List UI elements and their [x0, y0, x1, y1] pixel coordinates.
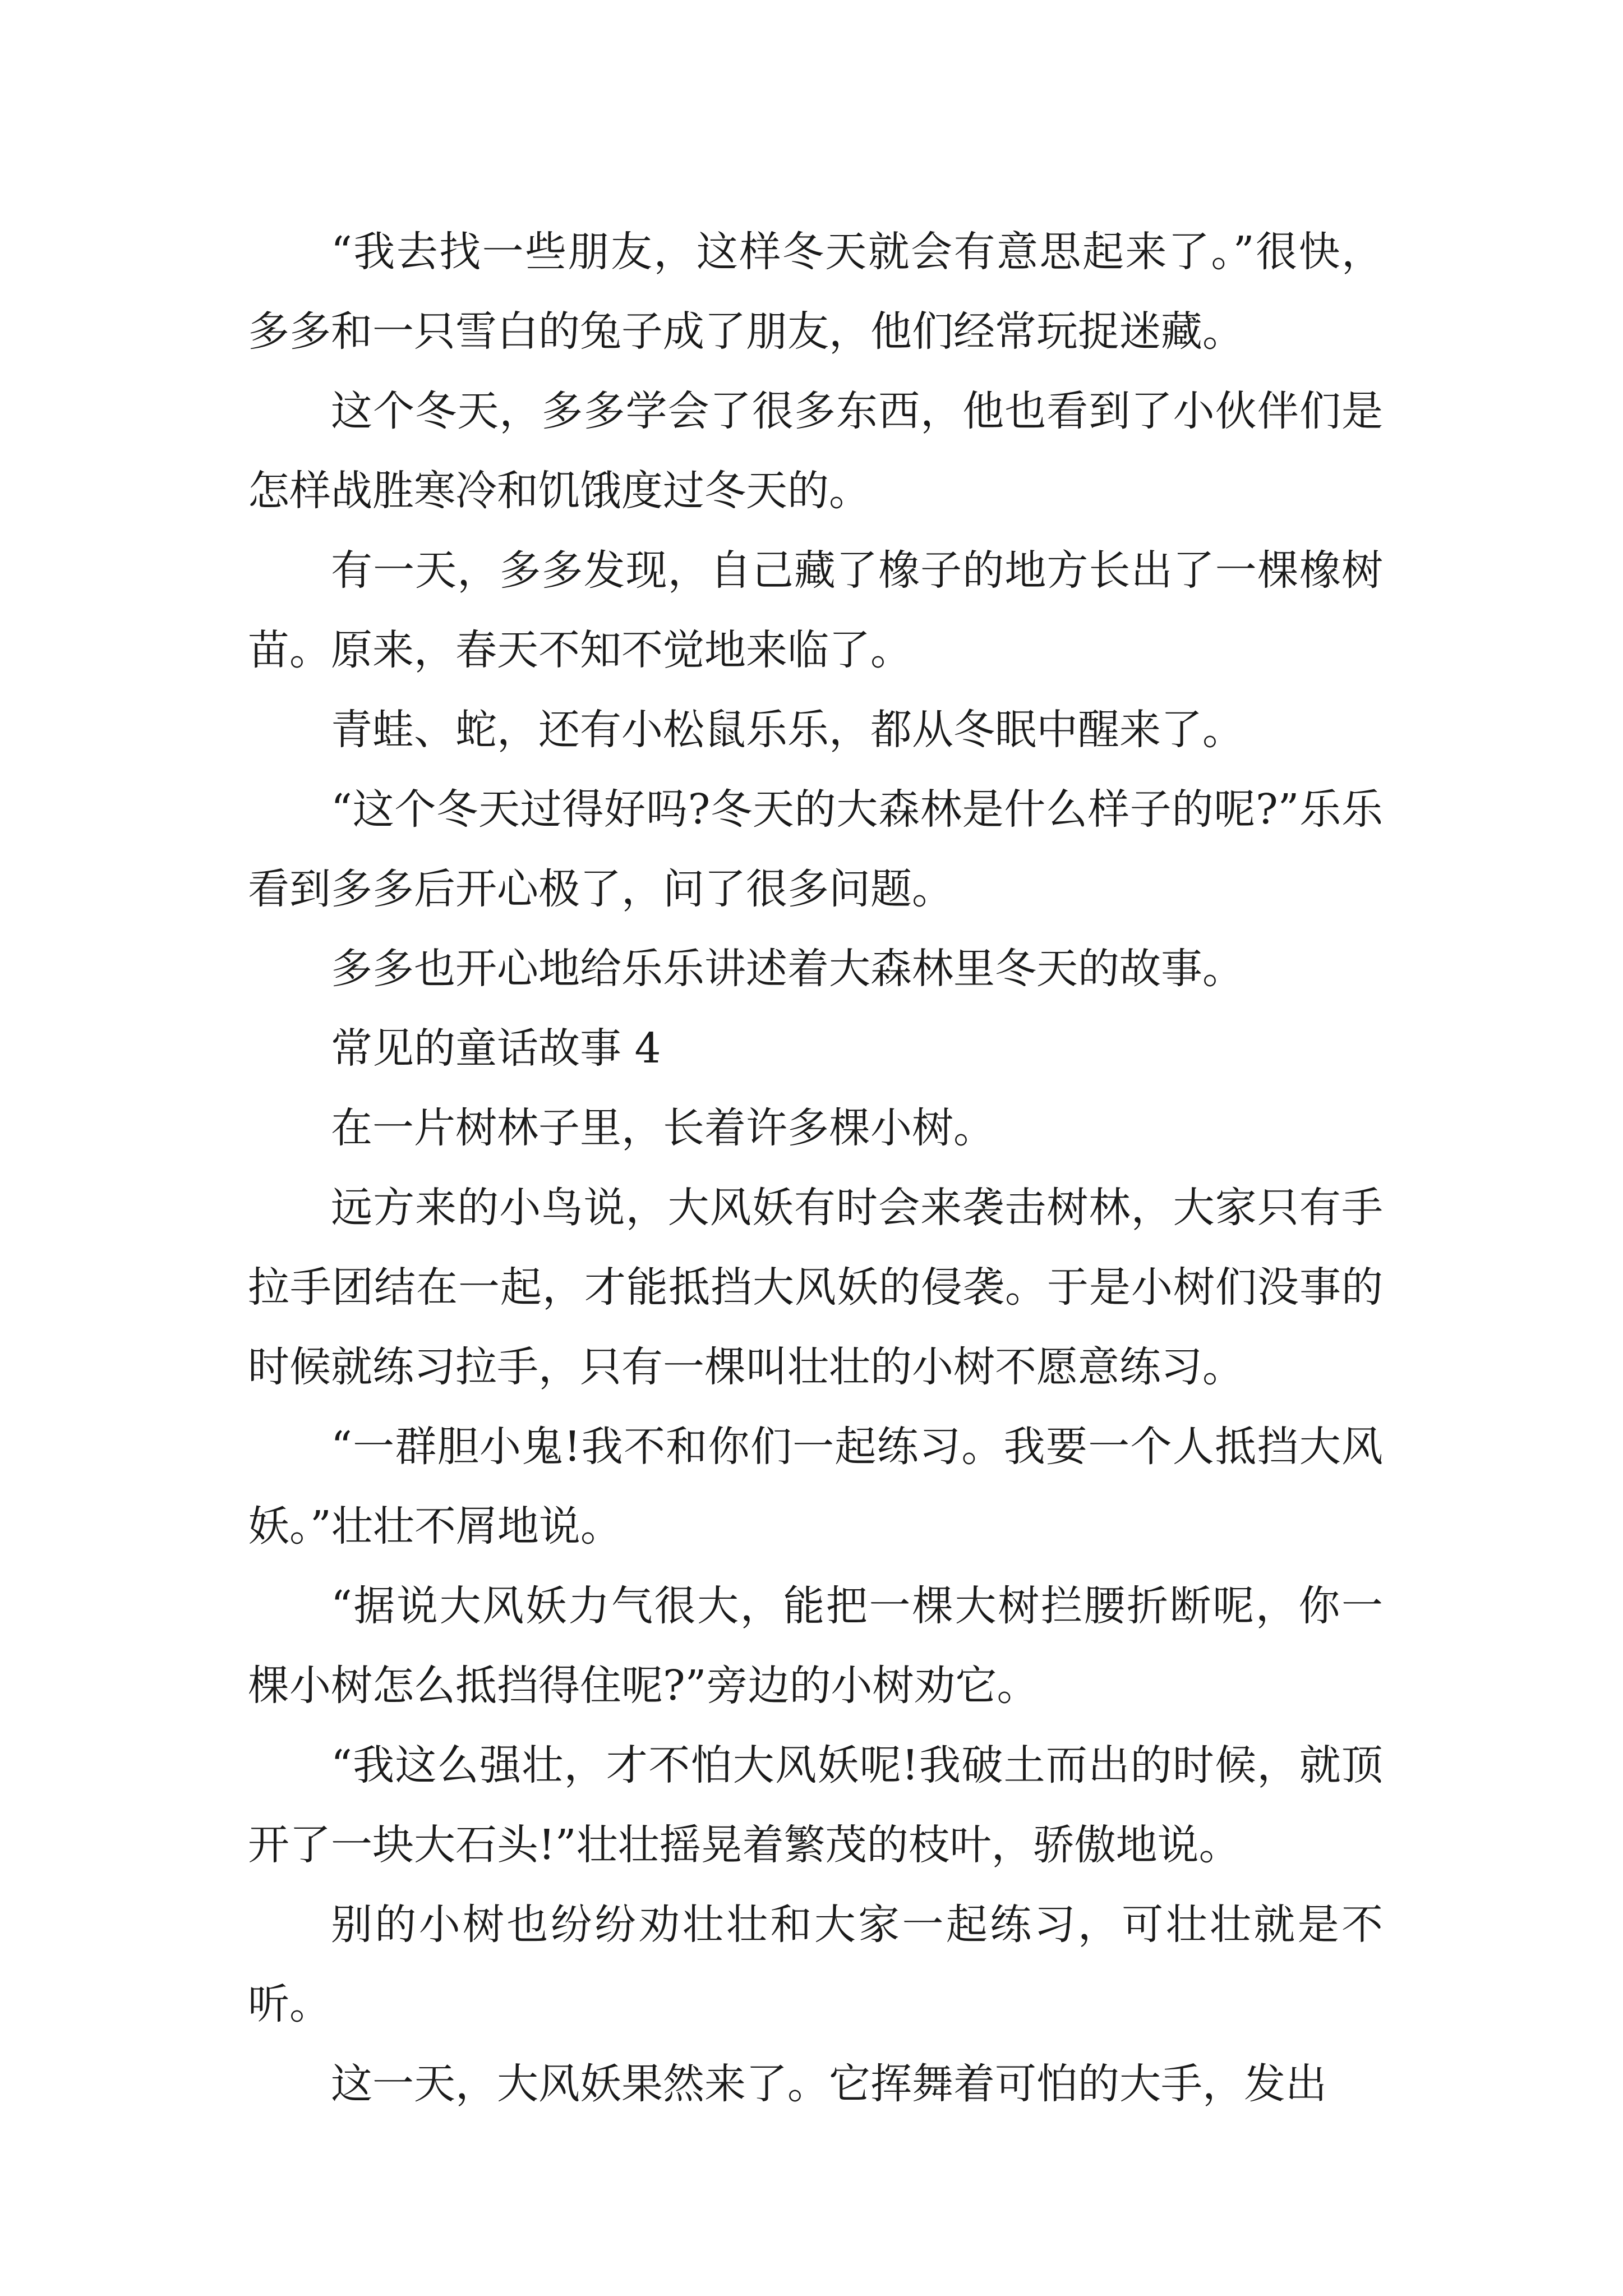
- paragraph: 别的小树也纷纷劝壮壮和大家一起练习，可壮壮就是不听。: [248, 1901, 1383, 2028]
- body-text: [248, 212, 1383, 2124]
- paragraph: “这个冬天过得好吗?冬天的大森林是什么样子的呢?”乐乐看到多多后开心极了，问了很多问题。: [248, 785, 1383, 913]
- paragraph: 有一天，多多发现，自己藏了橡子的地方长出了一棵橡树苗。原来，春天不知不觉地来临了。: [248, 546, 1383, 674]
- paragraph: 多多也开心地给乐乐讲述着大森林里冬天的故事。: [331, 945, 1244, 993]
- paragraph: “一群胆小鬼!我不和你们一起练习。我要一个人抵挡大风妖。”壮壮不屑地说。: [248, 1423, 1383, 1550]
- paragraph: “据说大风妖力气很大，能把一棵大树拦腰折断呢，你一棵小树怎么抵挡得住呢?”旁边的小树劝它。: [248, 1582, 1383, 1710]
- paragraph: 远方来的小鸟说，大风妖有时会来袭击树林，大家只有手拉手团结在一起，才能抵挡大风妖的侵袭。于是小树们没事的时候就练习拉手，只有一棵叫壮壮的小树不愿意练习。: [248, 1184, 1383, 1391]
- paragraph: 这个冬天，多多学会了很多东西，他也看到了小伙伴们是怎样战胜寒冷和饥饿度过冬天的。: [248, 387, 1383, 515]
- paragraph: “我去找一些朋友，这样冬天就会有意思起来了。”很快，多多和一只雪白的兔子成了朋友，他们经常玩捉迷藏。: [248, 228, 1383, 356]
- paragraph: 青蛙、蛇，还有小松鼠乐乐，都从冬眠中醒来了。: [331, 706, 1244, 754]
- section-heading: 常见的童话故事 4: [331, 1024, 661, 1073]
- paragraph: 在一片树林子里，长着许多棵小树。: [331, 1104, 995, 1152]
- paragraph: 这一天，大风妖果然来了。它挥舞着可怕的大手，发出: [331, 2060, 1327, 2108]
- paragraph: “我这么强壮，才不怕大风妖呢!我破土而出的时候，就顶开了一块大石头!”壮壮摇晃着繁茂的枝叶，骄傲地说。: [248, 1741, 1383, 1869]
